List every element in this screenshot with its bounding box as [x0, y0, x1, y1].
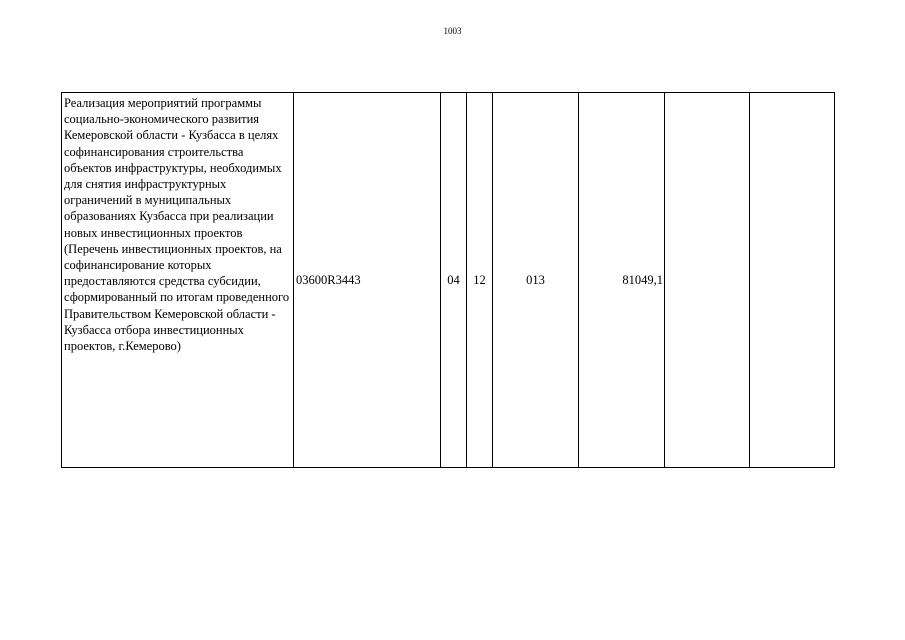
amount-cell: 81049,1: [579, 93, 665, 468]
description-cell: Реализация мероприятий программы социально-экономического развития Кемеровской области - Кузбасса в целях софинансирования строительства объектов инфраструктуры, необходимых для снятия инфраструктурных ограничений в муниципальных образованиях Кузбасса при реализации новых инвестиционных проектов (Перечень инвестиционных проектов, на софинансирование которых предоставляются средства субсидии, сформированный по итогам проведенного Правительством Кемеровской области - Кузбасса отбора инвестиционных проектов, г.Кемерово): [62, 93, 294, 468]
section-cell: 04: [441, 93, 467, 468]
subsection-cell: 12: [467, 93, 493, 468]
expense-type-cell: 013: [493, 93, 579, 468]
empty-cell-8: [750, 93, 835, 468]
target-article-cell: 03600R3443: [294, 93, 441, 468]
empty-cell-7: [665, 93, 750, 468]
table-row: [62, 93, 835, 468]
budget-table: [61, 92, 835, 468]
page-number: 1003: [443, 26, 462, 36]
